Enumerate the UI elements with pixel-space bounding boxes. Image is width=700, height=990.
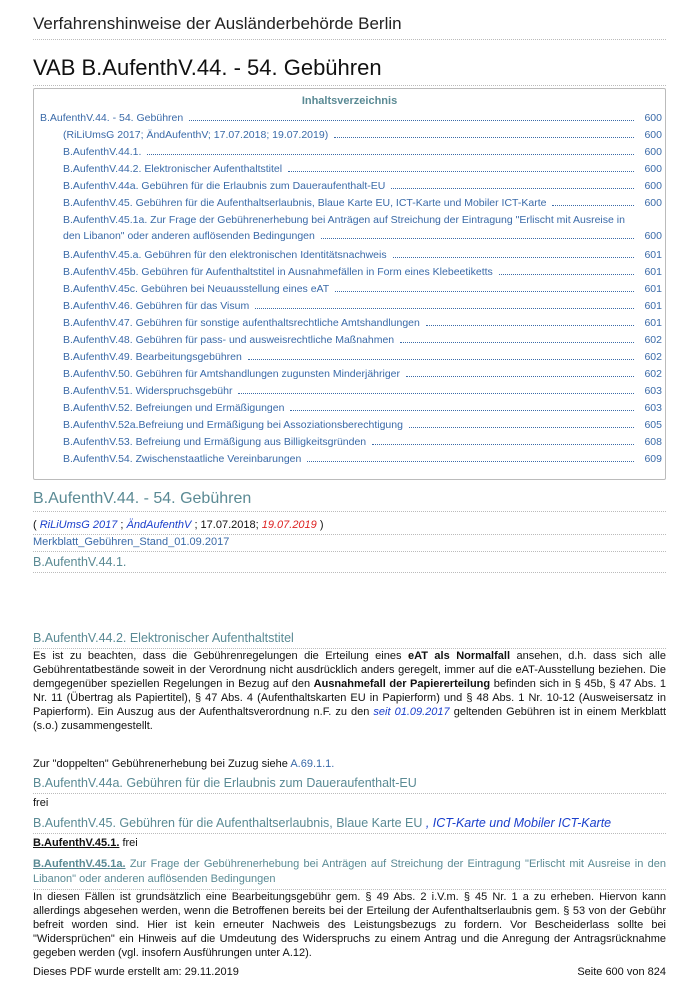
toc-entry-text: B.AufenthV.48. Gebühren für pass- und ausweisrechtliche Maßnahmen — [63, 334, 395, 346]
toc-entry[interactable] — [63, 265, 662, 281]
toc-leader — [372, 444, 634, 445]
rili-link[interactable]: RiLiUmsG 2017 — [39, 519, 118, 531]
heading-45: B.AufenthV.45. Gebühren für die Aufenthaltserlaubnis, Blaue Karte EU , ICT-Karte und Mobiler ICT-Karte — [33, 816, 666, 834]
toc-page-number: 600 — [644, 163, 662, 175]
merkblatt-link[interactable]: Merkblatt_Gebühren_Stand_01.09.2017 — [33, 535, 666, 552]
toc-entry[interactable] — [63, 196, 662, 212]
table-of-contents — [33, 88, 666, 480]
heading-44-1: B.AufenthV.44.1. — [33, 555, 666, 573]
toc-page-number: 600 — [644, 112, 662, 124]
toc-leader — [290, 410, 634, 411]
toc-entry[interactable] — [40, 111, 662, 127]
toc-page-number: 605 — [644, 419, 662, 431]
toc-leader — [189, 120, 634, 121]
toc-entry[interactable] — [63, 179, 662, 195]
toc-leader — [255, 308, 634, 309]
heading-44a: B.AufenthV.44a. Gebühren für die Erlaubnis zum Daueraufenthalt-EU — [33, 776, 666, 794]
toc-page-number: 600 — [644, 229, 662, 242]
toc-page-number: 603 — [644, 385, 662, 397]
toc-entry-text: (RiLiUmsG 2017; ÄndAufenthV; 17.07.2018; 19.07.2019) — [63, 129, 329, 141]
toc-entry[interactable] — [63, 162, 662, 178]
toc-entry[interactable] — [63, 350, 662, 366]
toc-entry[interactable] — [63, 418, 662, 434]
toc-leader — [552, 205, 634, 206]
toc-leader — [147, 154, 634, 155]
toc-entry[interactable] — [63, 299, 662, 315]
toc-leader — [406, 376, 634, 377]
toc-entry[interactable] — [63, 128, 662, 144]
text-45-1: B.AufenthV.45.1. frei — [33, 837, 138, 849]
toc-entry-text: B.AufenthV.52. Befreiungen und Ermäßigungen — [63, 402, 285, 414]
toc-leader — [393, 257, 634, 258]
toc-entry-text: B.AufenthV.45b. Gebühren für Aufenthaltstitel in Ausnahmefällen in Form eines Klebeetiketts — [63, 266, 493, 278]
toc-leader — [409, 427, 634, 428]
toc-page-number: 601 — [644, 300, 662, 312]
toc-page-number: 601 — [644, 283, 662, 295]
toc-title: Inhaltsverzeichnis — [301, 95, 398, 107]
section-heading: B.AufenthV.44. - 54. Gebühren — [33, 490, 666, 512]
toc-leader — [335, 291, 634, 292]
paragraph-45-1a: In diesen Fällen ist grundsätzlich eine Bearbeitungsgebühr gem. § 49 Abs. 2 i.V.m. § 45 Nr. 1 a zu erheben. Hiervon kann allerdings abgesehen werden, wenn die Betroffenen bereits bei der Erteilung der Aufenthaltserlaubnis gem. § 53 von der Gebühr befreit worden sind. Hier ist kein erneuter Nachweis des Leistungsbezugs zu fordern. Vor Bescheiderlass sollte bei "Widersprüchen" ein Hinweis auf die Umdeutung des Widerspruchs zu einem Antrag und die Anregung der Antragsrücknahme gegeben werden (vgl. insofern Ausführungen unter A.12). — [33, 891, 666, 959]
toc-entry-text: B.AufenthV.44a. Gebühren für die Erlaubnis zum Daueraufenthalt-EU — [63, 180, 386, 192]
toc-leader — [321, 238, 634, 239]
toc-leader — [248, 359, 634, 360]
toc-entry[interactable] — [63, 213, 662, 244]
toc-entry[interactable] — [63, 248, 662, 264]
toc-entry-text: B.AufenthV.51. Widerspruchsgebühr — [63, 385, 233, 397]
footer-page: Seite 600 von 824 — [577, 966, 666, 978]
toc-entry[interactable] — [63, 333, 662, 349]
toc-entry-text: den Libanon" oder anderen auflösenden Bedingungen — [63, 229, 315, 242]
toc-entry-text: B.AufenthV.44. - 54. Gebühren — [40, 112, 184, 124]
toc-entry-text: B.AufenthV.46. Gebühren für das Visum — [63, 300, 250, 312]
toc-entry[interactable] — [63, 435, 662, 451]
toc-page-number: 600 — [644, 180, 662, 192]
page-title: VAB B.AufenthV.44. - 54. Gebühren — [33, 55, 666, 86]
toc-entry-text: B.AufenthV.49. Bearbeitungsgebühren — [63, 351, 242, 363]
toc-page-number: 600 — [644, 129, 662, 141]
toc-entry[interactable] — [63, 452, 662, 468]
toc-page-number: 609 — [644, 453, 662, 465]
toc-page-number: 602 — [644, 334, 662, 346]
toc-entry-text: B.AufenthV.45.1a. Zur Frage der Gebührenerhebung bei Anträgen auf Streichung der Eintragung "Erlischt mit Ausreise in — [63, 214, 625, 226]
section-refs: ( RiLiUmsG 2017 ; ÄndAufenthV ; 17.07.2018; 19.07.2019 ) — [33, 518, 666, 535]
heading-45-1a: B.AufenthV.45.1a. Zur Frage der Gebührenerhebung bei Anträgen auf Streichung der Eintragung "Erlischt mit Ausreise in den Libanon" oder anderen auflösenden Bedingungen — [33, 857, 666, 890]
toc-leader — [307, 461, 634, 462]
seit-link[interactable]: seit 01.09.2017 — [373, 706, 450, 718]
a69-link[interactable]: A.69.1.1. — [290, 758, 335, 770]
aend-link[interactable]: ÄndAufenthV — [126, 519, 192, 531]
label-45-1: B.AufenthV.45.1. — [33, 837, 120, 849]
toc-entry[interactable] — [63, 367, 662, 383]
toc-entry-text: B.AufenthV.47. Gebühren für sonstige aufenthaltsrechtliche Amtshandlungen — [63, 317, 420, 329]
toc-entry-text: B.AufenthV.45.a. Gebühren für den elektronischen Identitätsnachweis — [63, 249, 387, 261]
toc-entry-text: B.AufenthV.44.2. Elektronischer Aufenthaltstitel — [63, 163, 283, 175]
toc-leader — [426, 325, 634, 326]
toc-leader — [238, 393, 634, 394]
toc-entry[interactable] — [63, 384, 662, 400]
toc-leader — [400, 342, 634, 343]
toc-entry-text: B.AufenthV.54. Zwischenstaatliche Vereinbarungen — [63, 453, 302, 465]
toc-entry-text: B.AufenthV.44.1. — [63, 146, 142, 158]
toc-entry[interactable] — [63, 401, 662, 417]
toc-entry[interactable] — [63, 316, 662, 332]
toc-leader — [499, 274, 634, 275]
toc-page-number: 601 — [644, 317, 662, 329]
toc-entry-text: B.AufenthV.45c. Gebühren bei Neuausstellung eines eAT — [63, 283, 330, 295]
page-footer — [33, 966, 666, 978]
toc-page-number: 603 — [644, 402, 662, 414]
toc-page-number: 608 — [644, 436, 662, 448]
text-44a: frei — [33, 797, 49, 809]
document-header: Verfahrenshinweise der Ausländerbehörde Berlin — [33, 14, 666, 40]
toc-entry-text: B.AufenthV.53. Befreiung und Ermäßigung aus Billigkeitsgründen — [63, 436, 367, 448]
paragraph-44-2: Es ist zu beachten, dass die Gebührenregelungen die Erteilung eines eAT als Normalfall ansehen, d.h. dass sich alle Gebührentatbestände soweit in der Verordnung nicht ausdrücklich anders geregelt, immer auf die eAT-Ausstellung beziehen. Die demgegenüber speziellen Regelungen in Bezug auf den Ausnahmefall der Papiererteilung befinden sich in § 45b, § 47 Abs. 1 Nr. 11 (Übertrag als Papiertitel), § 47 Abs. 4 (Aufenthaltskarten EU in Papierform) und § 48 Abs. 1 Nr. 10-12 (Ausweisersatz in Papierform). Ein Auszug aus der Aufenthaltsverordnung n.F. zu den seit 01.09.2017 geltenden Gebühren ist in einem Merkblatt (s.o.) zusammengestellt. — [33, 650, 666, 732]
paragraph-doppelt: Zur "doppelten" Gebührenerhebung bei Zuzug siehe A.69.1.1. — [33, 758, 335, 770]
toc-leader — [288, 171, 634, 172]
toc-page-number: 602 — [644, 351, 662, 363]
toc-entry-text: B.AufenthV.52a.Befreiung und Ermäßigung bei Assoziationsberechtigung — [63, 419, 403, 431]
toc-page-number: 600 — [644, 146, 662, 158]
heading-44-2: B.AufenthV.44.2. Elektronischer Aufenthaltstitel — [33, 631, 666, 649]
footer-created: Dieses PDF wurde erstellt am: 29.11.2019 — [33, 966, 239, 978]
toc-leader — [391, 188, 634, 189]
toc-page-number: 601 — [644, 266, 662, 278]
toc-page-number: 601 — [644, 249, 662, 261]
toc-leader — [334, 137, 634, 138]
toc-page-number: 602 — [644, 368, 662, 380]
toc-entry[interactable] — [63, 282, 662, 298]
toc-entry-text: B.AufenthV.50. Gebühren für Amtshandlungen zugunsten Minderjähriger — [63, 368, 401, 380]
toc-page-number: 600 — [644, 197, 662, 209]
date-link[interactable]: 19.07.2019 — [261, 519, 317, 531]
toc-entry[interactable] — [63, 145, 662, 161]
toc-entry-text: B.AufenthV.45. Gebühren für die Aufenthaltserlaubnis, Blaue Karte EU, ICT-Karte und Mobiler ICT-Karte — [63, 197, 547, 209]
